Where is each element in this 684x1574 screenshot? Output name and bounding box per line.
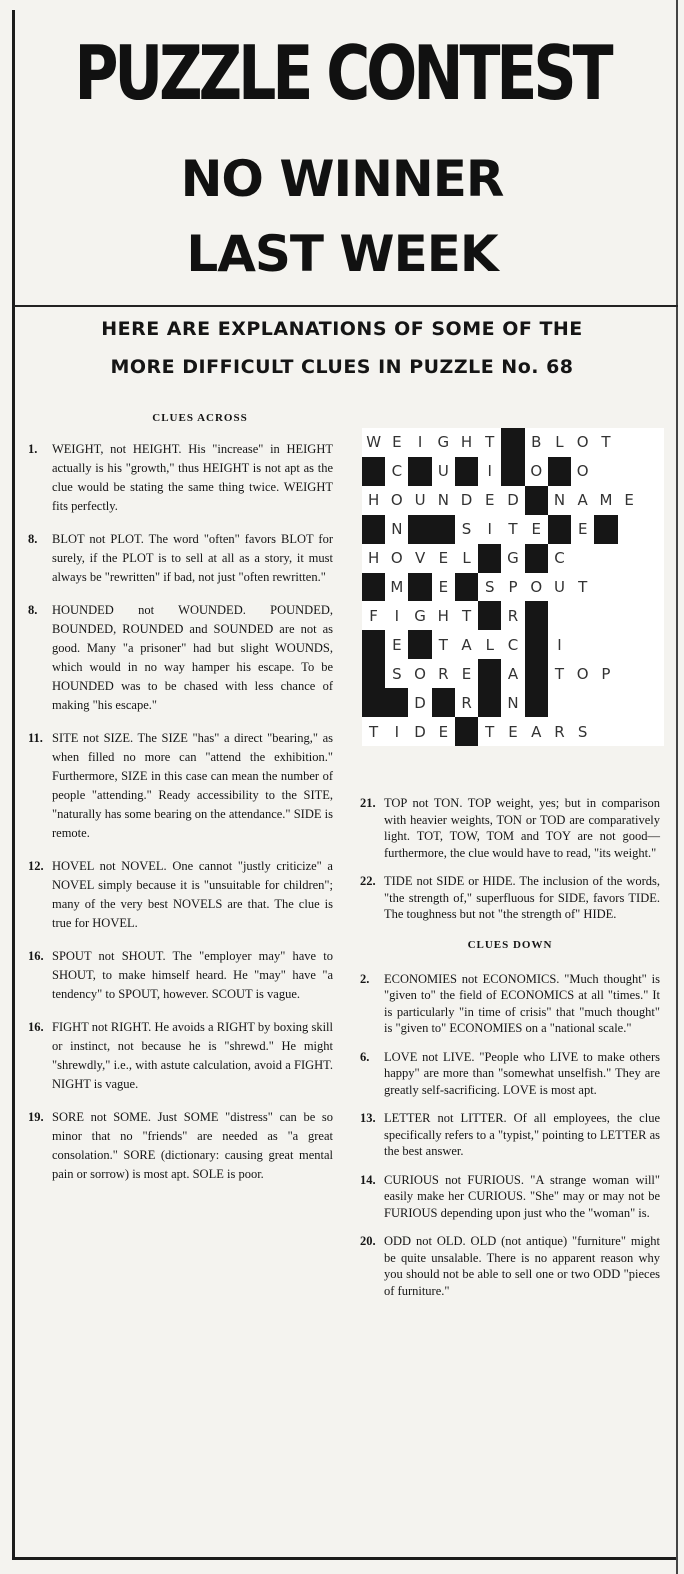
grid-cell	[455, 573, 478, 602]
clue-item	[28, 729, 333, 843]
grid-cell	[548, 457, 571, 486]
grid-cell	[618, 573, 641, 602]
subheading-line-2: MORE DIFFICULT CLUES IN PUZZLE No. 68	[110, 356, 574, 378]
grid-cell: W	[366, 433, 382, 452]
grid-cell: S	[392, 664, 402, 683]
grid-cell	[571, 688, 594, 717]
grid-cell	[525, 544, 548, 573]
grid-cell: O	[576, 433, 589, 452]
grid-cell: E	[577, 520, 588, 539]
grid-cell: T	[601, 433, 611, 452]
grid-cell	[408, 515, 431, 544]
clue-number: 21.	[360, 796, 376, 810]
grid-cell	[525, 659, 548, 688]
grid-cell: T	[554, 664, 565, 683]
grid-cell: O	[530, 577, 543, 596]
grid-cell	[362, 688, 385, 717]
grid-cell: O	[390, 491, 403, 510]
grid-cell	[362, 659, 385, 688]
grid-cell: P	[508, 577, 518, 596]
grid-cell	[641, 688, 664, 717]
clue-item	[28, 947, 333, 1004]
grid-cell: H	[460, 433, 473, 452]
grid-cell	[618, 428, 641, 457]
grid-cell: E	[508, 722, 518, 741]
grid-cell	[618, 601, 641, 630]
grid-cell: T	[578, 577, 588, 596]
grid-cell: E	[392, 433, 402, 452]
grid-cell	[385, 688, 408, 717]
clue-number: 16.	[28, 949, 44, 963]
grid-cell	[548, 688, 571, 717]
grid-cell	[641, 486, 664, 515]
grid-cell	[594, 688, 617, 717]
grid-cell	[478, 659, 501, 688]
grid-cell: S	[577, 722, 588, 741]
grid-cell: N	[553, 491, 566, 510]
clue-number: 6.	[360, 1049, 370, 1064]
grid-cell: D	[507, 491, 519, 510]
subheading-line-1: HERE ARE EXPLANATIONS OF SOME OF THE	[101, 318, 583, 340]
clue-text: FIGHT not RIGHT. He avoids a RIGHT by boxing skill or instinct, not because he is "shrewd." He might "shrewdly," i.e., with astute calculation, avoid a FIGHT. NIGHT is vague.	[52, 1020, 333, 1091]
clue-number: 12.	[28, 859, 44, 873]
grid-cell	[362, 630, 385, 659]
grid-cell	[618, 544, 641, 573]
clue-item	[360, 1233, 660, 1299]
grid-cell: O	[576, 664, 589, 683]
grid-cell	[641, 630, 664, 659]
grid-cell	[641, 544, 664, 573]
grid-cell: T	[485, 722, 495, 741]
grid-cell	[594, 544, 617, 573]
grid-cell	[478, 601, 501, 630]
grid-cell	[618, 688, 641, 717]
grid-cell	[432, 688, 455, 717]
grid-cell: I	[417, 433, 423, 452]
clue-item	[28, 601, 333, 715]
grid-cell	[548, 515, 571, 544]
clue-text: LOVE not LIVE. "People who LIVE to make others happy" are more than "somewhat unselfish." They are greatly self-sacrificing. LOVE is most apt.	[384, 1049, 660, 1097]
clue-item	[360, 971, 660, 1037]
grid-cell: N	[437, 491, 449, 510]
grid-cell	[501, 428, 524, 457]
grid-cell: M	[599, 491, 613, 510]
grid-cell: G	[437, 433, 450, 452]
clue-number: 16.	[28, 1020, 44, 1034]
clue-number: 1.	[28, 442, 38, 456]
clue-number: 22.	[360, 874, 376, 888]
clue-text: SORE not SOME. Just SOME "distress" can be so minor that no "friends" are needed as "a great consolation." SORE (dictionary: causing great mental pain or sorrow) is most apt. SOLE is poor.	[52, 1110, 333, 1181]
grid-cell	[548, 601, 571, 630]
grid-cell	[641, 515, 664, 544]
grid-cell: O	[414, 664, 426, 683]
grid-cell: B	[531, 433, 542, 452]
grid-cell: O	[576, 462, 589, 481]
clue-item	[360, 795, 660, 861]
clue-item	[360, 873, 660, 923]
grid-cell	[571, 630, 594, 659]
grid-cell	[594, 515, 617, 544]
grid-cell	[641, 573, 664, 602]
grid-cell	[641, 717, 664, 746]
grid-cell: T	[508, 520, 518, 539]
grid-cell: O	[390, 549, 403, 568]
grid-cell: M	[390, 577, 404, 596]
grid-cell	[501, 457, 524, 486]
page-title: PUZZLE CONTEST	[74, 30, 610, 118]
clue-item	[28, 857, 333, 933]
headline-line-2: LAST WEEK	[186, 225, 498, 283]
grid-cell: C	[391, 462, 403, 481]
grid-cell: C	[507, 635, 519, 654]
clue-text: TOP not TON. TOP weight, yes; but in comparison with heavier weights, TON or TOD are comparatively light. TOT, TOW, TOM and TOY are not good—furthermore, the clue would have to read, "its weight."	[384, 796, 660, 860]
grid-cell: L	[462, 549, 471, 568]
clue-number: 8.	[28, 532, 38, 546]
grid-cell: E	[438, 577, 449, 596]
grid-cell: T	[438, 635, 448, 654]
grid-cell: S	[484, 577, 495, 596]
clue-item	[360, 1172, 660, 1222]
grid-cell: E	[438, 549, 449, 568]
grid-cell: N	[391, 520, 403, 539]
grid-cell	[594, 573, 617, 602]
grid-cell: O	[530, 462, 543, 481]
grid-cell: D	[414, 693, 426, 712]
grid-cell	[618, 717, 641, 746]
clue-text: TIDE not SIDE or HIDE. The inclusion of the words, "the strength of," superfluous for SIDE, favors TIDE. The toughness but not "the strength of" HIDE.	[384, 874, 660, 921]
grid-cell: R	[438, 664, 449, 683]
grid-cell: D	[460, 491, 473, 510]
grid-cell	[571, 601, 594, 630]
grid-cell	[478, 544, 501, 573]
clue-text: SITE not SIZE. The SIZE "has" a direct "bearing," as when filled no more can "attend the exhibition." Furthermore, SIZE in this case can mean the number of people "attending." Ready accessibility to the SITE, "naturally has some bearing on the attendance." SIDE is remote.	[52, 731, 333, 840]
clue-number: 8.	[28, 603, 38, 617]
grid-cell: A	[461, 635, 472, 654]
grid-cell	[618, 515, 641, 544]
clue-item	[360, 1110, 660, 1160]
grid-cell: I	[394, 606, 400, 625]
grid-cell: D	[414, 722, 426, 741]
grid-cell: E	[485, 491, 495, 510]
clue-text: ECONOMIES not ECONOMICS. "Much thought" is "given to" the field of ECONOMICS at all "times." It is particularly "in time of crisis" that "much thought" is "given to" ECONOMIES on a "national scale."	[384, 971, 660, 1035]
crossword-grid	[362, 428, 664, 746]
across-column-left	[28, 440, 333, 1198]
grid-cell: C	[554, 549, 565, 568]
grid-cell: H	[367, 491, 380, 510]
clue-item	[28, 1018, 333, 1094]
grid-cell: R	[554, 722, 565, 741]
grid-cell	[455, 457, 478, 486]
grid-cell	[362, 457, 385, 486]
clues-down-heading: CLUES DOWN	[467, 938, 553, 951]
grid-cell	[525, 630, 548, 659]
grid-cell	[432, 515, 455, 544]
grid-cell	[641, 428, 664, 457]
right-column	[360, 795, 660, 1311]
grid-cell: I	[487, 462, 492, 481]
headline-line-1: NO WINNER	[180, 150, 504, 208]
grid-cell	[594, 457, 617, 486]
grid-cell	[594, 717, 617, 746]
grid-cell	[525, 601, 548, 630]
clue-number: 11.	[28, 731, 43, 745]
clue-text: BLOT not PLOT. The word "often" favors BLOT for surely, if the PLOT is to sell at all as a story, it must always be "rewritten" if bad, not just "often rewritten."	[52, 532, 333, 584]
grid-cell	[618, 457, 641, 486]
clue-number: 14.	[360, 1172, 376, 1187]
grid-cell: A	[577, 491, 588, 510]
grid-cells	[362, 428, 664, 746]
grid-cell: R	[507, 606, 519, 625]
clue-item	[28, 1108, 333, 1184]
grid-cell	[525, 486, 548, 515]
grid-cell: T	[369, 722, 379, 741]
across-column-right	[360, 795, 660, 923]
grid-cell: I	[487, 520, 492, 539]
grid-cell	[408, 573, 431, 602]
clue-item	[360, 1049, 660, 1099]
grid-cell: E	[438, 722, 449, 741]
grid-cell: T	[461, 606, 472, 625]
grid-cell: R	[461, 693, 472, 712]
grid-cell: L	[555, 433, 564, 452]
grid-cell	[408, 630, 431, 659]
grid-cell: I	[394, 722, 400, 741]
grid-cell: G	[507, 549, 519, 568]
grid-cell: H	[367, 549, 380, 568]
grid-cell: G	[414, 606, 426, 625]
grid-cell: L	[485, 635, 494, 654]
clue-number: 13.	[360, 1111, 376, 1125]
grid-cell	[618, 659, 641, 688]
grid-cell: U	[414, 491, 426, 510]
clue-number: 2.	[360, 971, 370, 986]
grid-cell: E	[461, 664, 472, 683]
grid-cell	[478, 688, 501, 717]
grid-cell: E	[531, 520, 541, 539]
divider	[14, 305, 678, 307]
grid-cell	[408, 457, 431, 486]
grid-cell: S	[461, 520, 472, 539]
clue-item	[28, 530, 333, 587]
grid-cell: I	[557, 635, 562, 654]
clue-text: ODD not OLD. OLD (not antique) "furniture" might be quite unsalable. There is no apparent reason why you should not be able to sell one or two ODD "pieces of furniture."	[384, 1234, 660, 1298]
grid-cell	[594, 630, 617, 659]
grid-cell: P	[601, 664, 611, 683]
clue-item	[28, 440, 333, 516]
grid-cell	[641, 601, 664, 630]
grid-cell: F	[369, 606, 378, 625]
grid-cell: A	[531, 722, 542, 741]
clues-across-heading: CLUES ACROSS	[152, 412, 248, 424]
grid-cell: T	[485, 433, 495, 452]
grid-cell	[362, 573, 385, 602]
clue-text: HOUNDED not WOUNDED. POUNDED, BOUNDED, ROUNDED and SOUNDED are not as good. Many "a prisoner" had but slight WOUNDS, which would in no way hamper his escape. To be HOUNDED was to be chased with less chance of making "his escape."	[52, 603, 333, 712]
clue-text: SPOUT not SHOUT. The "employer may" have to SHOUT, to make himself heard. He "may" have "a tendency" to SPOUT, however. SCOUT is vague.	[52, 949, 333, 1001]
grid-cell	[641, 659, 664, 688]
grid-cell	[525, 688, 548, 717]
grid-cell: E	[624, 491, 634, 510]
grid-cell	[362, 515, 385, 544]
grid-cell: A	[507, 664, 519, 683]
grid-cell: U	[437, 462, 449, 481]
clue-text: LETTER not LITTER. Of all employees, the clue specifically refers to a "typist," pointing to LETTER as the best answer.	[384, 1111, 660, 1158]
grid-cell	[641, 457, 664, 486]
down-column	[360, 971, 660, 1300]
clue-number: 20.	[360, 1234, 376, 1248]
clue-number: 19.	[28, 1110, 44, 1124]
grid-cell: H	[437, 606, 449, 625]
clue-text: CURIOUS not FURIOUS. "A strange woman will" easily make her CURIOUS. "She" may or may not be FURIOUS depending upon just who the "woman" is.	[384, 1172, 660, 1220]
grid-cell	[618, 630, 641, 659]
grid-cell: U	[553, 577, 565, 596]
clue-text: WEIGHT, not HEIGHT. His "increase" in HEIGHT actually is his "growth," thus HEIGHT is not apt as the clue would be stating the same thing twice. WEIGHT fits perfectly.	[52, 442, 333, 513]
grid-cell: V	[414, 549, 426, 568]
clue-text: HOVEL not NOVEL. One cannot "justly criticize" a NOVEL simply because it is "unsuitable for children"; many of the very best NOVELS are that. The clue is true for HOVEL.	[52, 859, 333, 930]
grid-cell	[455, 717, 478, 746]
grid-cell: E	[392, 635, 402, 654]
grid-cell: N	[507, 693, 519, 712]
grid-cell	[571, 544, 594, 573]
grid-cell	[594, 601, 617, 630]
